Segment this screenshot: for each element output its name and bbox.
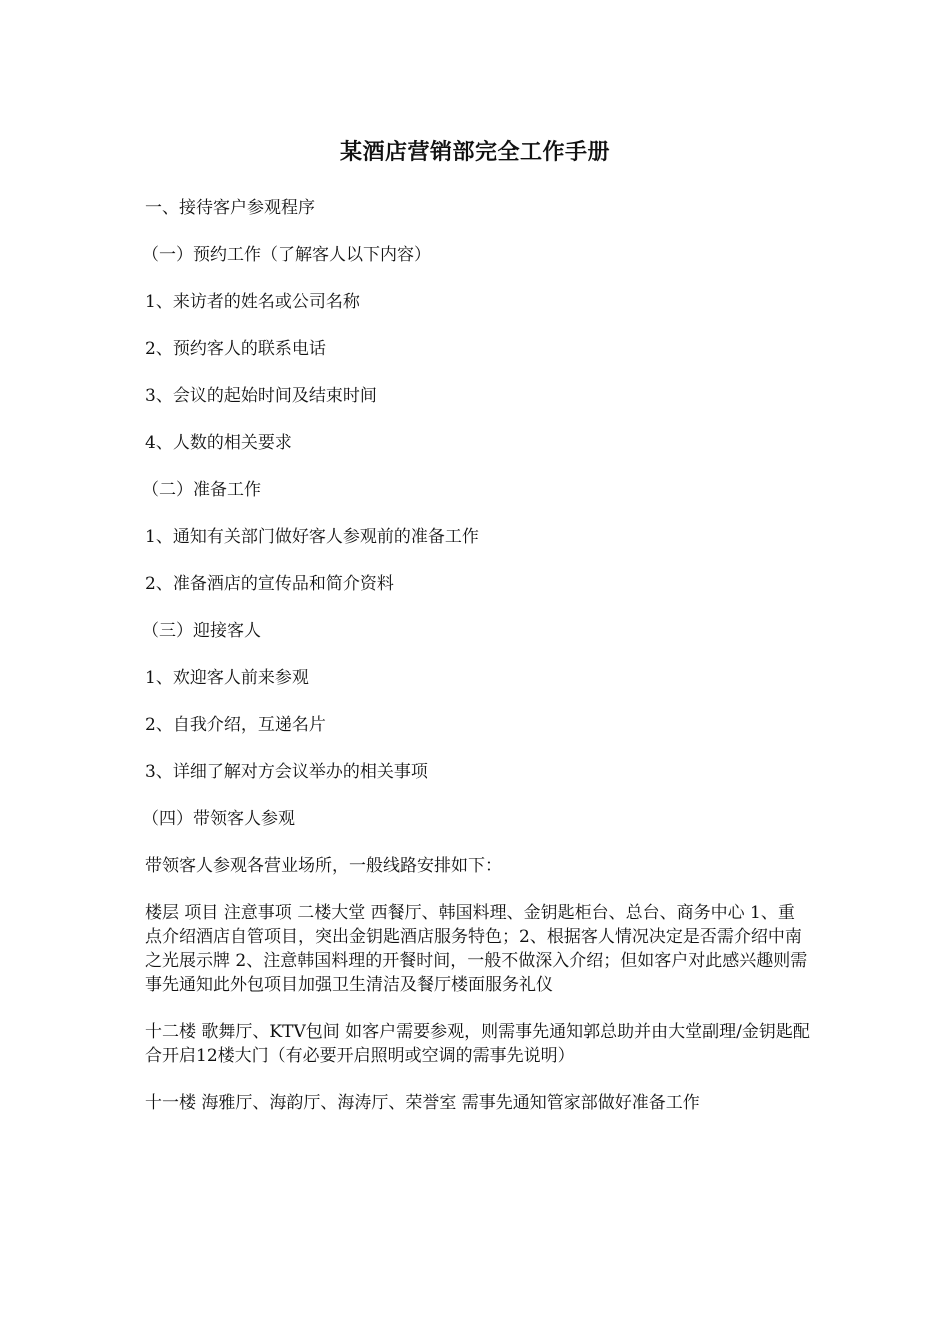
body-paragraph: 十二楼 歌舞厅、KTV包间 如客户需要参观，则需事先通知郭总助并由大堂副理/金钥匙配合开启12楼大门（有必要开启照明或空调的需事先说明） xyxy=(145,1022,810,1066)
section-heading: 一、接待客户参观程序 xyxy=(145,198,315,218)
body-paragraph: 楼层 项目 注意事项 二楼大堂 西餐厅、韩国料理、金钥匙柜台、总台、商务中心 1、重点介绍酒店自管项目，突出金钥匙酒店服务特色；2、根据客人情况决定是否需介绍中南之光展示牌 2、注意韩国料理的开餐时间，一般不做深入介绍；但如客户对此感兴趣则需事先通知此外包项目加强卫生清洁及餐厅楼面服务礼仪 xyxy=(145,903,808,995)
body-paragraph: 带领客人参观各营业场所，一般线路安排如下： xyxy=(145,856,502,876)
list-item: 2、准备酒店的宣传品和简介资料 xyxy=(145,574,394,594)
list-item: 2、预约客人的联系电话 xyxy=(145,339,326,359)
subsection-heading: （三）迎接客人 xyxy=(142,621,261,641)
body-paragraph: 十一楼 海雅厅、海韵厅、海涛厅、荣誉室 需事先通知管家部做好准备工作 xyxy=(145,1093,700,1113)
list-item: 2、自我介绍，互递名片 xyxy=(145,715,326,735)
subsection-heading: （四）带领客人参观 xyxy=(142,809,295,829)
list-item: 3、详细了解对方会议举办的相关事项 xyxy=(145,762,428,782)
list-item: 3、会议的起始时间及结束时间 xyxy=(145,386,377,406)
document-body xyxy=(142,196,810,1138)
subsection-heading: （一）预约工作（了解客人以下内容） xyxy=(142,245,431,265)
subsection-heading: （二）准备工作 xyxy=(142,480,261,500)
list-item: 1、通知有关部门做好客人参观前的准备工作 xyxy=(145,527,479,547)
list-item: 1、来访者的姓名或公司名称 xyxy=(145,292,360,312)
list-item: 4、人数的相关要求 xyxy=(145,433,292,453)
list-item: 1、欢迎客人前来参观 xyxy=(145,668,309,688)
document-title: 某酒店营销部完全工作手册 xyxy=(339,140,610,165)
